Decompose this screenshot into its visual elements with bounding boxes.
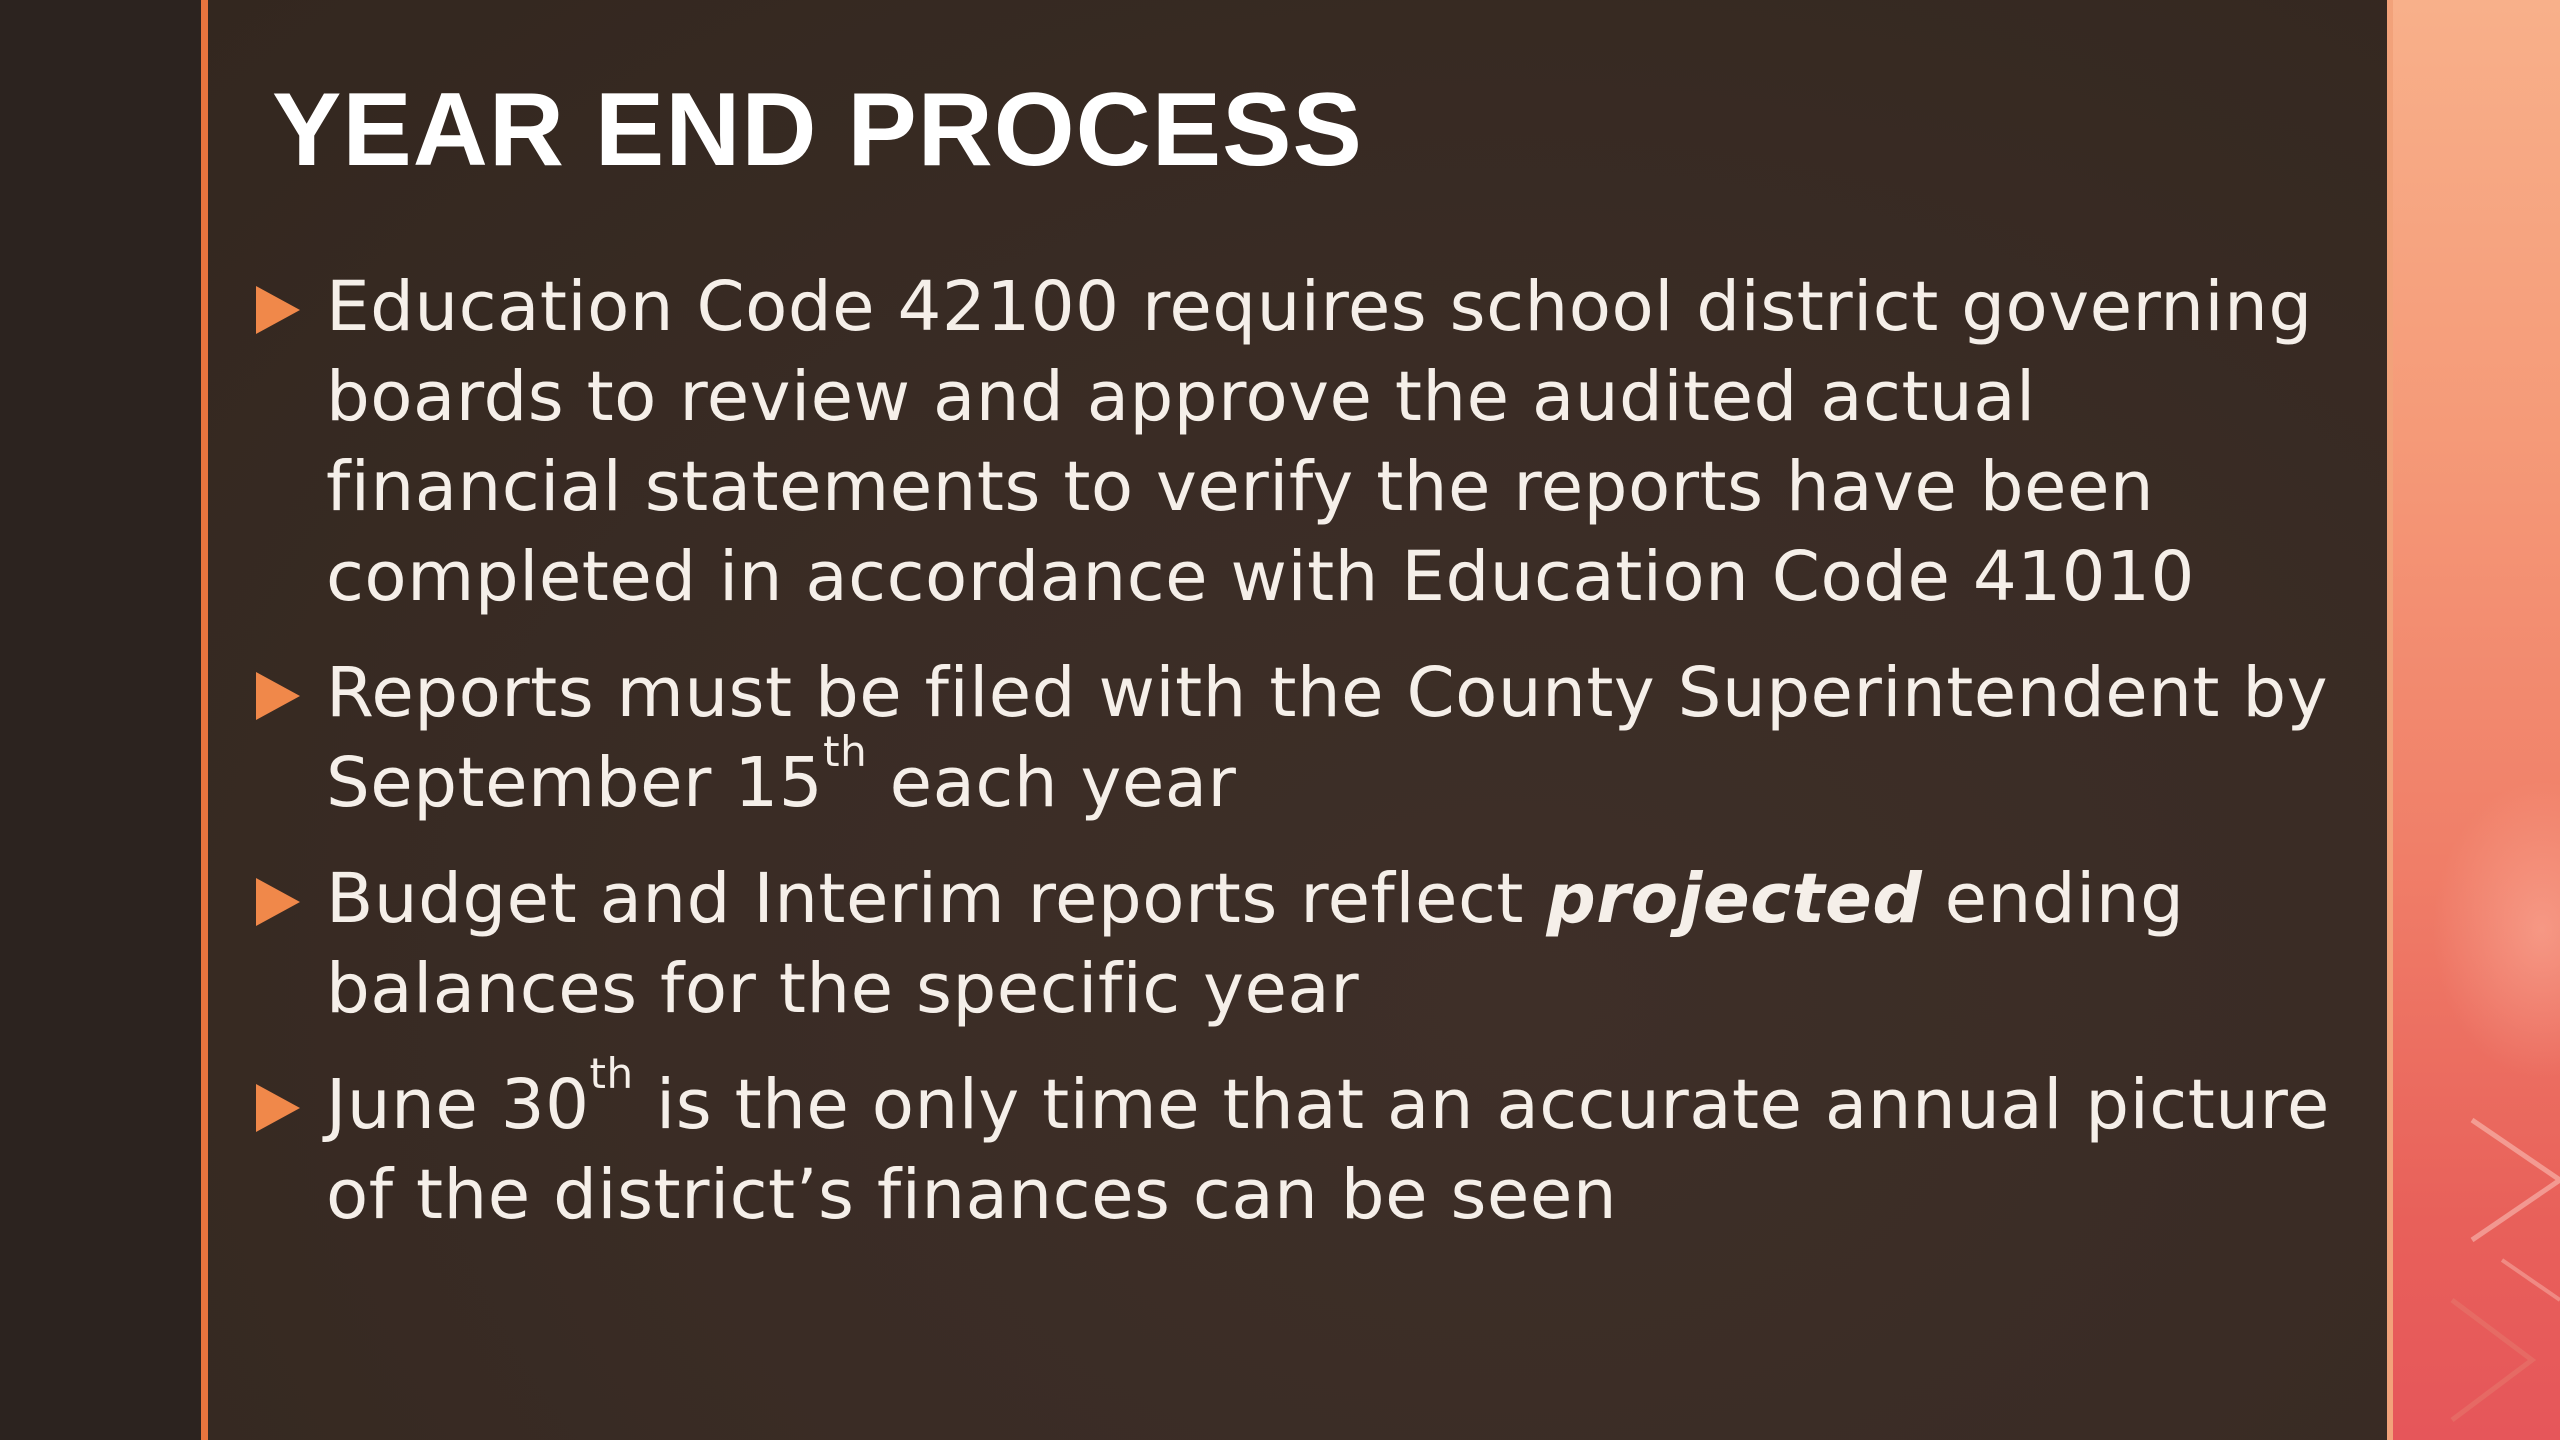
accent-line-right xyxy=(2387,0,2393,1440)
ordinal-suffix: th xyxy=(823,727,868,777)
left-dark-band xyxy=(0,0,204,1440)
bullet-text: Education Code 42100 requires school district governing boards to review and approve the audited actual financial statements to verify the reports have been completed in accordance with Education Code 41010 xyxy=(326,267,2313,617)
decorative-chevrons xyxy=(2392,0,2560,1440)
slide-title: YEAR END PROCESS xyxy=(272,72,1363,188)
right-gradient-band xyxy=(2392,0,2560,1440)
triangle-right-icon xyxy=(256,1084,300,1132)
bullet-item xyxy=(256,854,2336,1034)
triangle-right-icon xyxy=(256,672,300,720)
emphasized-word: projected xyxy=(1546,859,1923,939)
triangle-right-icon xyxy=(256,878,300,926)
bullet-list xyxy=(256,262,2336,1266)
accent-line-left xyxy=(201,0,208,1440)
bullet-item xyxy=(256,648,2336,828)
triangle-right-icon xyxy=(256,286,300,334)
bullet-item xyxy=(256,262,2336,622)
bullet-text: June 30th is the only time that an accurate annual picture of the district’s finances can be seen xyxy=(326,1049,2330,1235)
bullet-text: Reports must be filed with the County Superintendent by September 15th each year xyxy=(326,653,2329,823)
bullet-item xyxy=(256,1049,2336,1240)
ordinal-suffix: th xyxy=(589,1049,634,1099)
bullet-text: Budget and Interim reports reflect projected ending balances for the specific year xyxy=(326,859,2185,1029)
